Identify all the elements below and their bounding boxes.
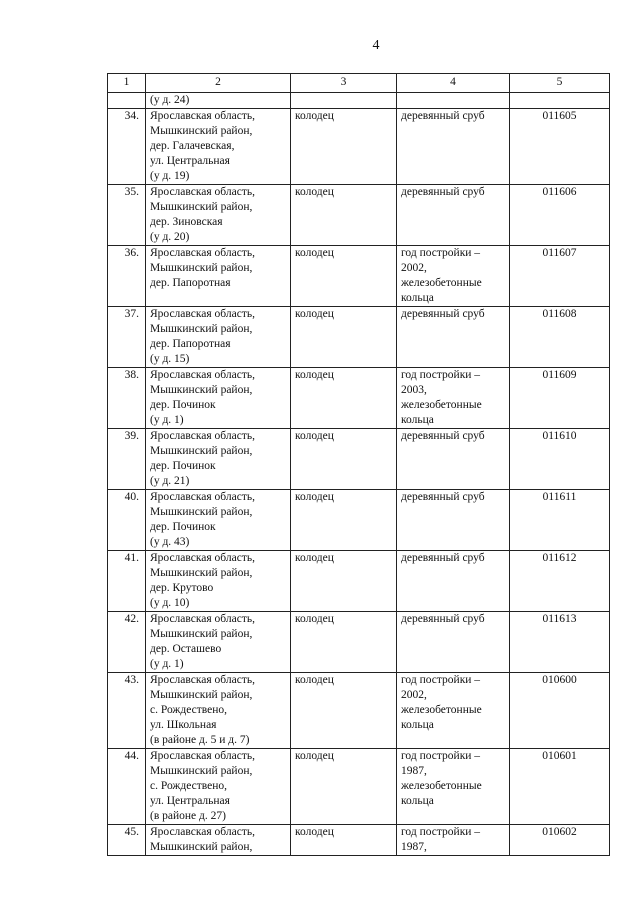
address-line: Ярославская область, <box>150 186 255 198</box>
description-cell <box>397 551 510 612</box>
address-line: Ярославская область, <box>150 491 255 503</box>
description-line: деревянный сруб <box>401 613 485 625</box>
table-row <box>108 490 610 551</box>
header-cell: 5 <box>510 74 610 93</box>
description-line: 1987, <box>401 765 427 777</box>
address-line: Ярославская область, <box>150 369 255 381</box>
description-line: кольца <box>401 414 434 426</box>
address-line: (у д. 15) <box>150 353 190 365</box>
description-cell <box>397 749 510 825</box>
address-line: Ярославская область, <box>150 750 255 762</box>
code-cell: 011612 <box>510 551 610 612</box>
address-line: (в районе д. 27) <box>150 810 226 822</box>
address-cell <box>146 109 291 185</box>
description-cell <box>397 307 510 368</box>
address-line: (у д. 43) <box>150 536 190 548</box>
address-line: Мышкинский район, <box>150 506 253 518</box>
description-line: железобетонные <box>401 704 482 716</box>
row-number-cell: 44. <box>108 749 146 825</box>
table-row <box>108 673 610 749</box>
address-line: Мышкинский район, <box>150 628 253 640</box>
address-line: Ярославская область, <box>150 674 255 686</box>
address-line: дер. Папоротная <box>150 338 231 350</box>
description-cell <box>397 429 510 490</box>
address-cell <box>146 93 291 109</box>
description-line: кольца <box>401 795 434 807</box>
description-cell <box>397 825 510 856</box>
header-cell: 2 <box>146 74 291 93</box>
object-type-cell: колодец <box>291 673 397 749</box>
object-type-cell: колодец <box>291 246 397 307</box>
description-line: 1987, <box>401 841 427 853</box>
code-cell: 010600 <box>510 673 610 749</box>
address-cell <box>146 749 291 825</box>
address-line: Ярославская область, <box>150 308 255 320</box>
address-line: Мышкинский район, <box>150 841 253 853</box>
object-type-cell: колодец <box>291 825 397 856</box>
table-header-row <box>108 74 610 93</box>
address-cell <box>146 673 291 749</box>
address-cell <box>146 185 291 246</box>
row-number-cell: 35. <box>108 185 146 246</box>
object-type-cell: колодец <box>291 109 397 185</box>
row-number-cell: 43. <box>108 673 146 749</box>
row-number-cell: 36. <box>108 246 146 307</box>
description-line: кольца <box>401 292 434 304</box>
address-cell <box>146 490 291 551</box>
description-cell <box>397 109 510 185</box>
address-line: ул. Школьная <box>150 719 217 731</box>
address-cell <box>146 429 291 490</box>
address-line: (у д. 20) <box>150 231 190 243</box>
description-line: деревянный сруб <box>401 186 485 198</box>
address-line: Ярославская область, <box>150 110 255 122</box>
table-row <box>108 368 610 429</box>
row-number-cell: 39. <box>108 429 146 490</box>
header-cell: 3 <box>291 74 397 93</box>
address-line: Мышкинский район, <box>150 125 253 137</box>
address-line: (у д. 19) <box>150 170 190 182</box>
object-type-cell <box>291 93 397 109</box>
description-line: год постройки – <box>401 826 481 838</box>
address-line: Ярославская область, <box>150 826 255 838</box>
description-line: 2002, <box>401 689 427 701</box>
object-type-cell: колодец <box>291 551 397 612</box>
header-cell: 1 <box>108 74 146 93</box>
address-line: Ярославская область, <box>150 247 255 259</box>
table-row <box>108 93 610 109</box>
address-line: ул. Центральная <box>150 795 230 807</box>
table-row <box>108 429 610 490</box>
header-cell: 4 <box>397 74 510 93</box>
address-line: с. Рождествено, <box>150 780 227 792</box>
description-cell <box>397 612 510 673</box>
object-type-cell: колодец <box>291 749 397 825</box>
description-line: деревянный сруб <box>401 430 485 442</box>
page-number: 4 <box>372 38 380 53</box>
address-line: (у д. 21) <box>150 475 190 487</box>
row-number-cell <box>108 93 146 109</box>
row-number-cell: 41. <box>108 551 146 612</box>
row-number-cell: 45. <box>108 825 146 856</box>
address-line: (у д. 10) <box>150 597 190 609</box>
description-cell <box>397 246 510 307</box>
code-cell: 010602 <box>510 825 610 856</box>
address-line: Мышкинский район, <box>150 567 253 579</box>
description-cell <box>397 490 510 551</box>
address-line: Мышкинский район, <box>150 689 253 701</box>
description-line: деревянный сруб <box>401 308 485 320</box>
object-type-cell: колодец <box>291 368 397 429</box>
table-row <box>108 307 610 368</box>
description-cell <box>397 185 510 246</box>
address-line: дер. Зиновская <box>150 216 223 228</box>
row-number-cell: 34. <box>108 109 146 185</box>
description-line: деревянный сруб <box>401 491 485 503</box>
code-cell <box>510 93 610 109</box>
description-cell <box>397 673 510 749</box>
description-line: год постройки – <box>401 674 481 686</box>
row-number-cell: 40. <box>108 490 146 551</box>
address-cell <box>146 612 291 673</box>
address-line: Мышкинский район, <box>150 384 253 396</box>
table-row <box>108 246 610 307</box>
description-line: железобетонные <box>401 277 482 289</box>
address-line: Мышкинский район, <box>150 201 253 213</box>
address-line: дер. Починок <box>150 460 216 472</box>
table-row <box>108 749 610 825</box>
address-line: Мышкинский район, <box>150 445 253 457</box>
address-cell <box>146 368 291 429</box>
address-line: (в районе д. 5 и д. 7) <box>150 734 250 746</box>
code-cell: 011611 <box>510 490 610 551</box>
code-cell: 011613 <box>510 612 610 673</box>
object-type-cell: колодец <box>291 490 397 551</box>
table-body <box>108 93 610 856</box>
address-line: (у д. 1) <box>150 414 184 426</box>
code-cell: 010601 <box>510 749 610 825</box>
wells-table <box>107 73 610 856</box>
description-cell <box>397 93 510 109</box>
table-row <box>108 185 610 246</box>
address-cell <box>146 307 291 368</box>
address-line: (у д. 24) <box>150 94 190 106</box>
object-type-cell: колодец <box>291 307 397 368</box>
address-line: Ярославская область, <box>150 552 255 564</box>
row-number-cell: 37. <box>108 307 146 368</box>
code-cell: 011608 <box>510 307 610 368</box>
address-line: Ярославская область, <box>150 613 255 625</box>
description-line: 2002, <box>401 262 427 274</box>
description-line: год постройки – <box>401 247 481 259</box>
address-line: дер. Крутово <box>150 582 214 594</box>
row-number-cell: 42. <box>108 612 146 673</box>
address-line: ул. Центральная <box>150 155 230 167</box>
object-type-cell: колодец <box>291 185 397 246</box>
code-cell: 011610 <box>510 429 610 490</box>
description-line: деревянный сруб <box>401 110 485 122</box>
table-row <box>108 612 610 673</box>
address-cell <box>146 551 291 612</box>
description-line: железобетонные <box>401 399 482 411</box>
row-number-cell: 38. <box>108 368 146 429</box>
address-line: дер. Папоротная <box>150 277 231 289</box>
address-cell <box>146 825 291 856</box>
description-cell <box>397 368 510 429</box>
address-line: дер. Починок <box>150 399 216 411</box>
address-line: дер. Починок <box>150 521 216 533</box>
description-line: железобетонные <box>401 780 482 792</box>
address-line: дер. Галачевская, <box>150 140 235 152</box>
description-line: год постройки – <box>401 369 481 381</box>
object-type-cell: колодец <box>291 429 397 490</box>
address-line: Мышкинский район, <box>150 323 253 335</box>
address-line: Мышкинский район, <box>150 765 253 777</box>
table-row <box>108 825 610 856</box>
description-line: год постройки – <box>401 750 481 762</box>
code-cell: 011606 <box>510 185 610 246</box>
code-cell: 011609 <box>510 368 610 429</box>
description-line: кольца <box>401 719 434 731</box>
address-line: (у д. 1) <box>150 658 184 670</box>
description-line: 2003, <box>401 384 427 396</box>
code-cell: 011607 <box>510 246 610 307</box>
code-cell: 011605 <box>510 109 610 185</box>
object-type-cell: колодец <box>291 612 397 673</box>
address-line: Ярославская область, <box>150 430 255 442</box>
table-row <box>108 551 610 612</box>
table-row <box>108 109 610 185</box>
address-cell <box>146 246 291 307</box>
description-line: деревянный сруб <box>401 552 485 564</box>
address-line: Мышкинский район, <box>150 262 253 274</box>
address-line: дер. Осташево <box>150 643 222 655</box>
address-line: с. Рождествено, <box>150 704 227 716</box>
